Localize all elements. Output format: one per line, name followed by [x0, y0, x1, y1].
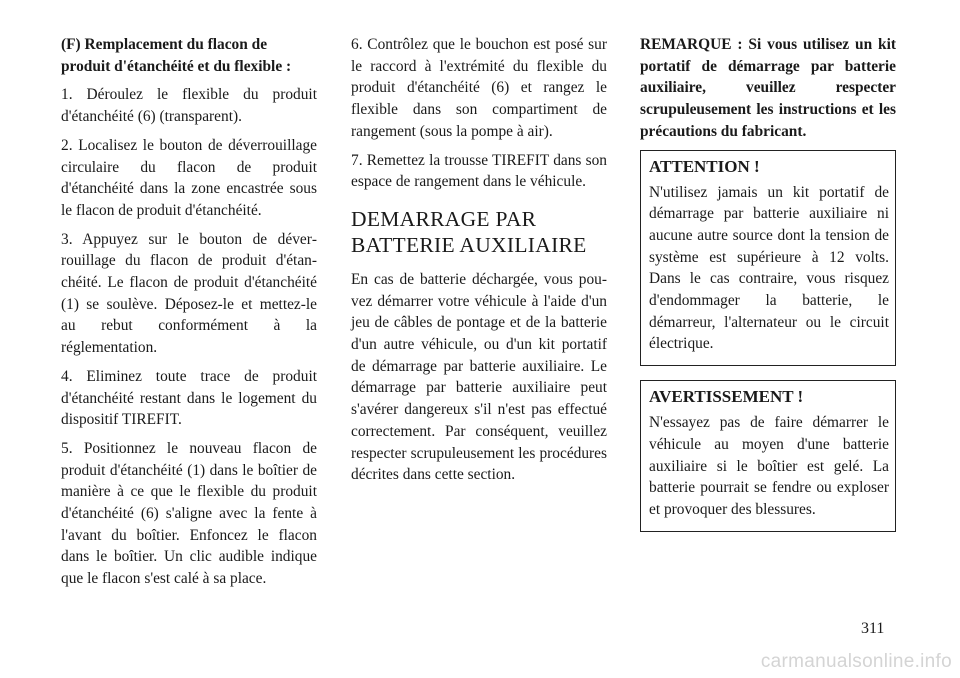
- replacement-subheading: (F) Remplacement du flacon de produit d'étanchéité et du flexible :: [61, 36, 292, 75]
- attention-box: [640, 150, 896, 367]
- step-5: 5. Positionnez le nouveau flacon de produit d'étanchéité (1) dans le boîtier de manière à ce que le flexible du produit d'étanchéité (6) s'aligne avec la fente à l'avant du boîtier. Enfoncez le flacon dans le boîtier. Un clic audible indique que le flacon s'est calé à sa place.: [61, 439, 317, 588]
- step-2: 2. Localisez le bouton de déverrouillage circulaire du flacon de produit d'étanchéité dans la zone encastrée sous le flacon de produit d'étanchéité.: [61, 136, 317, 219]
- section-title: DEMARRAGE PAR BATTERIE AUXILIAIRE: [351, 206, 587, 257]
- attention-text: N'utilisez jamais un kit portatif de démarrage par batterie auxiliaire ni aucune autre source dont la tension de système est supérieure à 12 volts. Dans le cas contraire, vous risquez d'endommager la batterie, le démarreur, l'alternateur ou le circuit électrique.: [649, 183, 889, 353]
- warning-text: N'essayez pas de faire démarrer le véhicule au moyen d'une batterie auxiliaire si le boîtier est gelé. La batterie pourrait se fendre ou exploser et provoquer des blessures.: [649, 414, 889, 518]
- warning-box: [640, 380, 896, 532]
- step-1: 1. Déroulez le flexible du produit d'étanchéité (6) (transparent).: [61, 86, 317, 126]
- note-paragraph: REMARQUE : Si vous utilisez un kit portatif de démarrage par batterie auxiliaire, veuillez respecter scrupuleusement les instructions et les précautions du fabricant.: [640, 36, 896, 140]
- step-3: 3. Appuyez sur le bouton de déverrouillage du flacon de produit d'étanchéité. Le flacon de produit d'étanchéité (1) se soulève. Déposez-le et mettez-le au rebut conformément à la réglementation.: [61, 230, 317, 357]
- watermark: carmanualsonline.info: [760, 651, 952, 672]
- middle-column: [351, 34, 607, 493]
- step-7: 7. Remettez la trousse TIREFIT dans son espace de rangement dans le véhicule.: [351, 151, 607, 191]
- right-column: [640, 34, 896, 546]
- attention-title: ATTENTION !: [649, 156, 760, 176]
- step-4: 4. Eliminez toute trace de produit d'étanchéité restant dans le logement du dispositif TIREFIT.: [61, 367, 317, 429]
- page-number: 311: [861, 620, 885, 637]
- section-intro: En cas de batterie déchargée, vous pouvez démarrer votre véhicule à l'aide d'un jeu de câbles de pontage et de la batterie d'un autre véhicule, ou d'un kit portatif de démarrage par batterie auxiliaire. Le démarrage par batterie auxiliaire peut s'avérer dangereux s'il n'est pas effectué correctement. Par conséquent, veuillez respecter scrupuleusement les procédures décrites dans cette section.: [351, 270, 607, 484]
- warning-title: AVERTISSEMENT !: [649, 387, 804, 407]
- step-6: 6. Contrôlez que le bouchon est posé sur le raccord à l'extrémité du flexible du produit d'étanchéité (6) et rangez le flexible dans son compartiment de rangement (sous la pompe à air).: [351, 36, 607, 140]
- left-column: [61, 34, 317, 597]
